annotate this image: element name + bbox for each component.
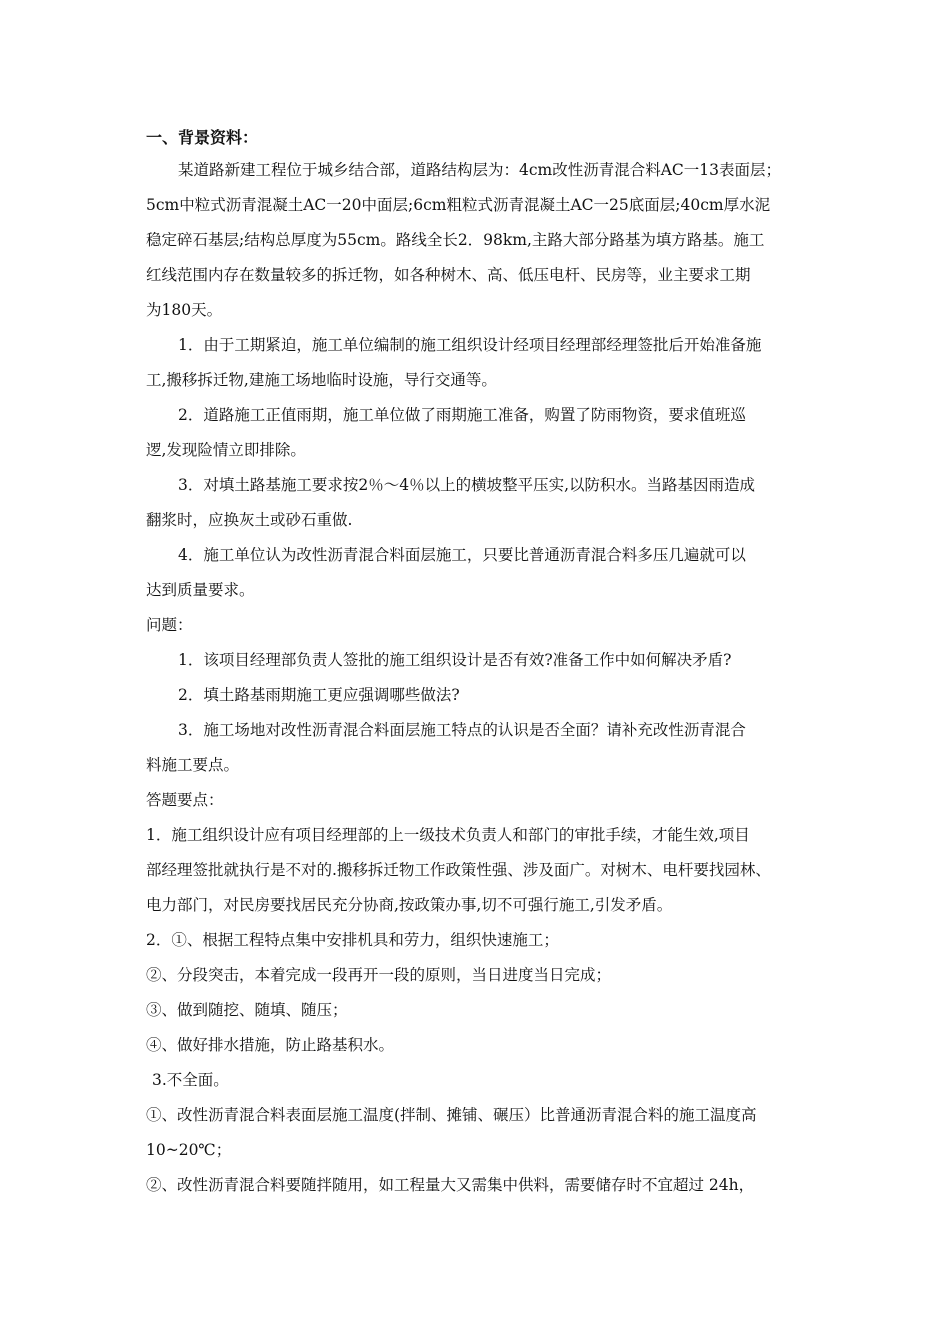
section-heading: 一、背景资料：: [146, 128, 259, 147]
answer-line: ①、改性沥青混合料表面层施工温度(拌制、摊铺、碾压）比普通沥青混合料的施工温度高: [146, 1106, 757, 1124]
answer-line: 3.不全面。: [152, 1071, 229, 1089]
paragraph-line: 红线范围内存在数量较多的拆迁物，如各种树木、高、低压电杆、民房等，业主要求工期: [146, 266, 751, 284]
paragraph-line: 1．由于工期紧迫，施工单位编制的施工组织设计经项目经理部经理签批后开始准备施: [178, 336, 762, 354]
question-line: 3．施工场地对改性沥青混合料面层施工特点的认识是否全面？请补充改性沥青混合: [178, 721, 746, 739]
paragraph-line: 达到质量要求。: [146, 581, 255, 599]
paragraph-line: 翻浆时，应换灰土或砂石重做.: [146, 511, 353, 529]
paragraph-line: 4．施工单位认为改性沥青混合料面层施工，只要比普通沥青混合料多压几遍就可以: [178, 546, 746, 564]
paragraph-line: 5cm中粒式沥青混凝土AC一20中面层;6cm粗粒式沥青混凝土AC一25底面层;40cm厚水泥: [146, 196, 771, 214]
answer-line: ③、做到随挖、随填、随压；: [146, 1001, 348, 1019]
answer-line: 2．①、根据工程特点集中安排机具和劳力，组织快速施工；: [146, 931, 559, 949]
answer-line: 部经理签批就执行是不对的.搬移拆迁物工作政策性强、涉及面广。对树木、电杆要找园林、: [146, 861, 771, 879]
paragraph-line: 逻,发现险情立即排除。: [146, 441, 306, 459]
answers-label: 答题要点：: [146, 791, 224, 809]
answer-line: ④、做好排水措施，防止路基积水。: [146, 1036, 395, 1054]
question-line: 1．该项目经理部负责人签批的施工组织设计是否有效?准备工作中如何解决矛盾?: [178, 651, 732, 669]
paragraph-line: 某道路新建工程位于城乡结合部，道路结构层为：4cm改性沥青混合料AC一13表面层；: [178, 161, 782, 179]
paragraph-line: 稳定碎石基层;结构总厚度为55cm。路线全长2．98km,主路大部分路基为填方路基。施工: [146, 231, 765, 249]
answer-line: ②、改性沥青混合料要随拌随用，如工程量大又需集中供料，需要储存时不宜超过 24h，: [146, 1176, 755, 1194]
paragraph-line: 为180天。: [146, 301, 223, 319]
answer-line: ②、分段突击，本着完成一段再开一段的原则，当日进度当日完成；: [146, 966, 612, 984]
paragraph-line: 2．道路施工正值雨期，施工单位做了雨期施工准备，购置了防雨物资，要求值班巡: [178, 406, 746, 424]
answer-line: 10~20℃；: [146, 1141, 232, 1159]
paragraph-line: 工,搬移拆迁物,建施工场地临时设施，导行交通等。: [146, 371, 497, 389]
answer-line: 电力部门，对民房要找居民充分协商,按政策办事,切不可强行施工,引发矛盾。: [146, 896, 673, 914]
question-line: 2．填土路基雨期施工更应强调哪些做法?: [178, 686, 460, 704]
answer-line: 1．施工组织设计应有项目经理部的上一级技术负责人和部门的审批手续，才能生效,项目: [146, 826, 750, 844]
question-line: 料施工要点。: [146, 756, 240, 774]
questions-label: 问题：: [146, 616, 193, 634]
paragraph-line: 3．对填土路基施工要求按2％～4％以上的横坡整平压实,以防积水。当路基因雨造成: [178, 476, 756, 494]
